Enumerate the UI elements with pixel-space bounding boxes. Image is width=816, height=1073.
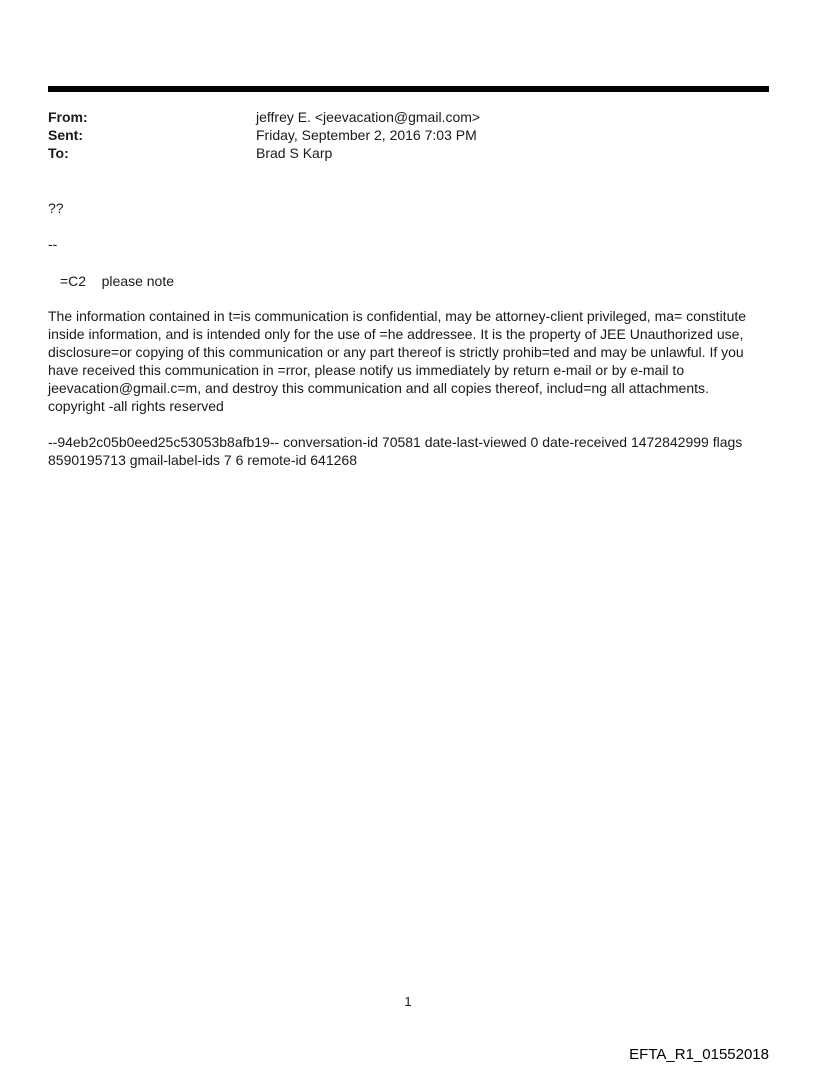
header-row-from [48, 108, 769, 126]
sent-label: Sent: [48, 127, 83, 143]
to-label: To: [48, 145, 69, 161]
mime-boundary-metadata: --94eb2c05b0eed25c53053b8afb19-- conversation-id 70581 date-last-viewed 0 date-received 1472842999 flags 8590195713 gmail-label-ids 7 6 remote-id 641268 [48, 434, 743, 468]
body-note-line: =C2 please note [60, 273, 175, 289]
body-line-signature-dashes: -- [48, 236, 58, 252]
bates-number: EFTA_R1_01552018 [629, 1046, 769, 1063]
sent-value: Friday, September 2, 2016 7:03 PM [256, 127, 477, 143]
page-number: 1 [404, 994, 412, 1009]
email-content [48, 108, 769, 469]
header-row-to [48, 144, 769, 162]
email-header-block [48, 108, 769, 162]
from-value: jeffrey E. <jeevacation@gmail.com> [256, 109, 481, 125]
header-divider-rule [48, 86, 769, 92]
body-line-question-marks: ?? [48, 200, 64, 216]
confidentiality-disclaimer: The information contained in t=is communication is confidential, may be attorney-client privileged, ma= constitute inside information, and is intended only for the use of =he addressee. It is the property of JEE Unauthorized use, disclosure=or copying of this communication or any part thereof is strictly prohib=ted and may be unlawful. If you have received this communication in =rror, please notify us immediately by return e-mail or by e-mail to jeevacation@gmail.c=m, and destroy this communication and all copies thereof, includ=ng all attachments. copyright -all rights reserved [48, 308, 747, 414]
from-label: From: [48, 109, 88, 125]
header-row-sent [48, 126, 769, 144]
to-value: Brad S Karp [256, 145, 333, 161]
